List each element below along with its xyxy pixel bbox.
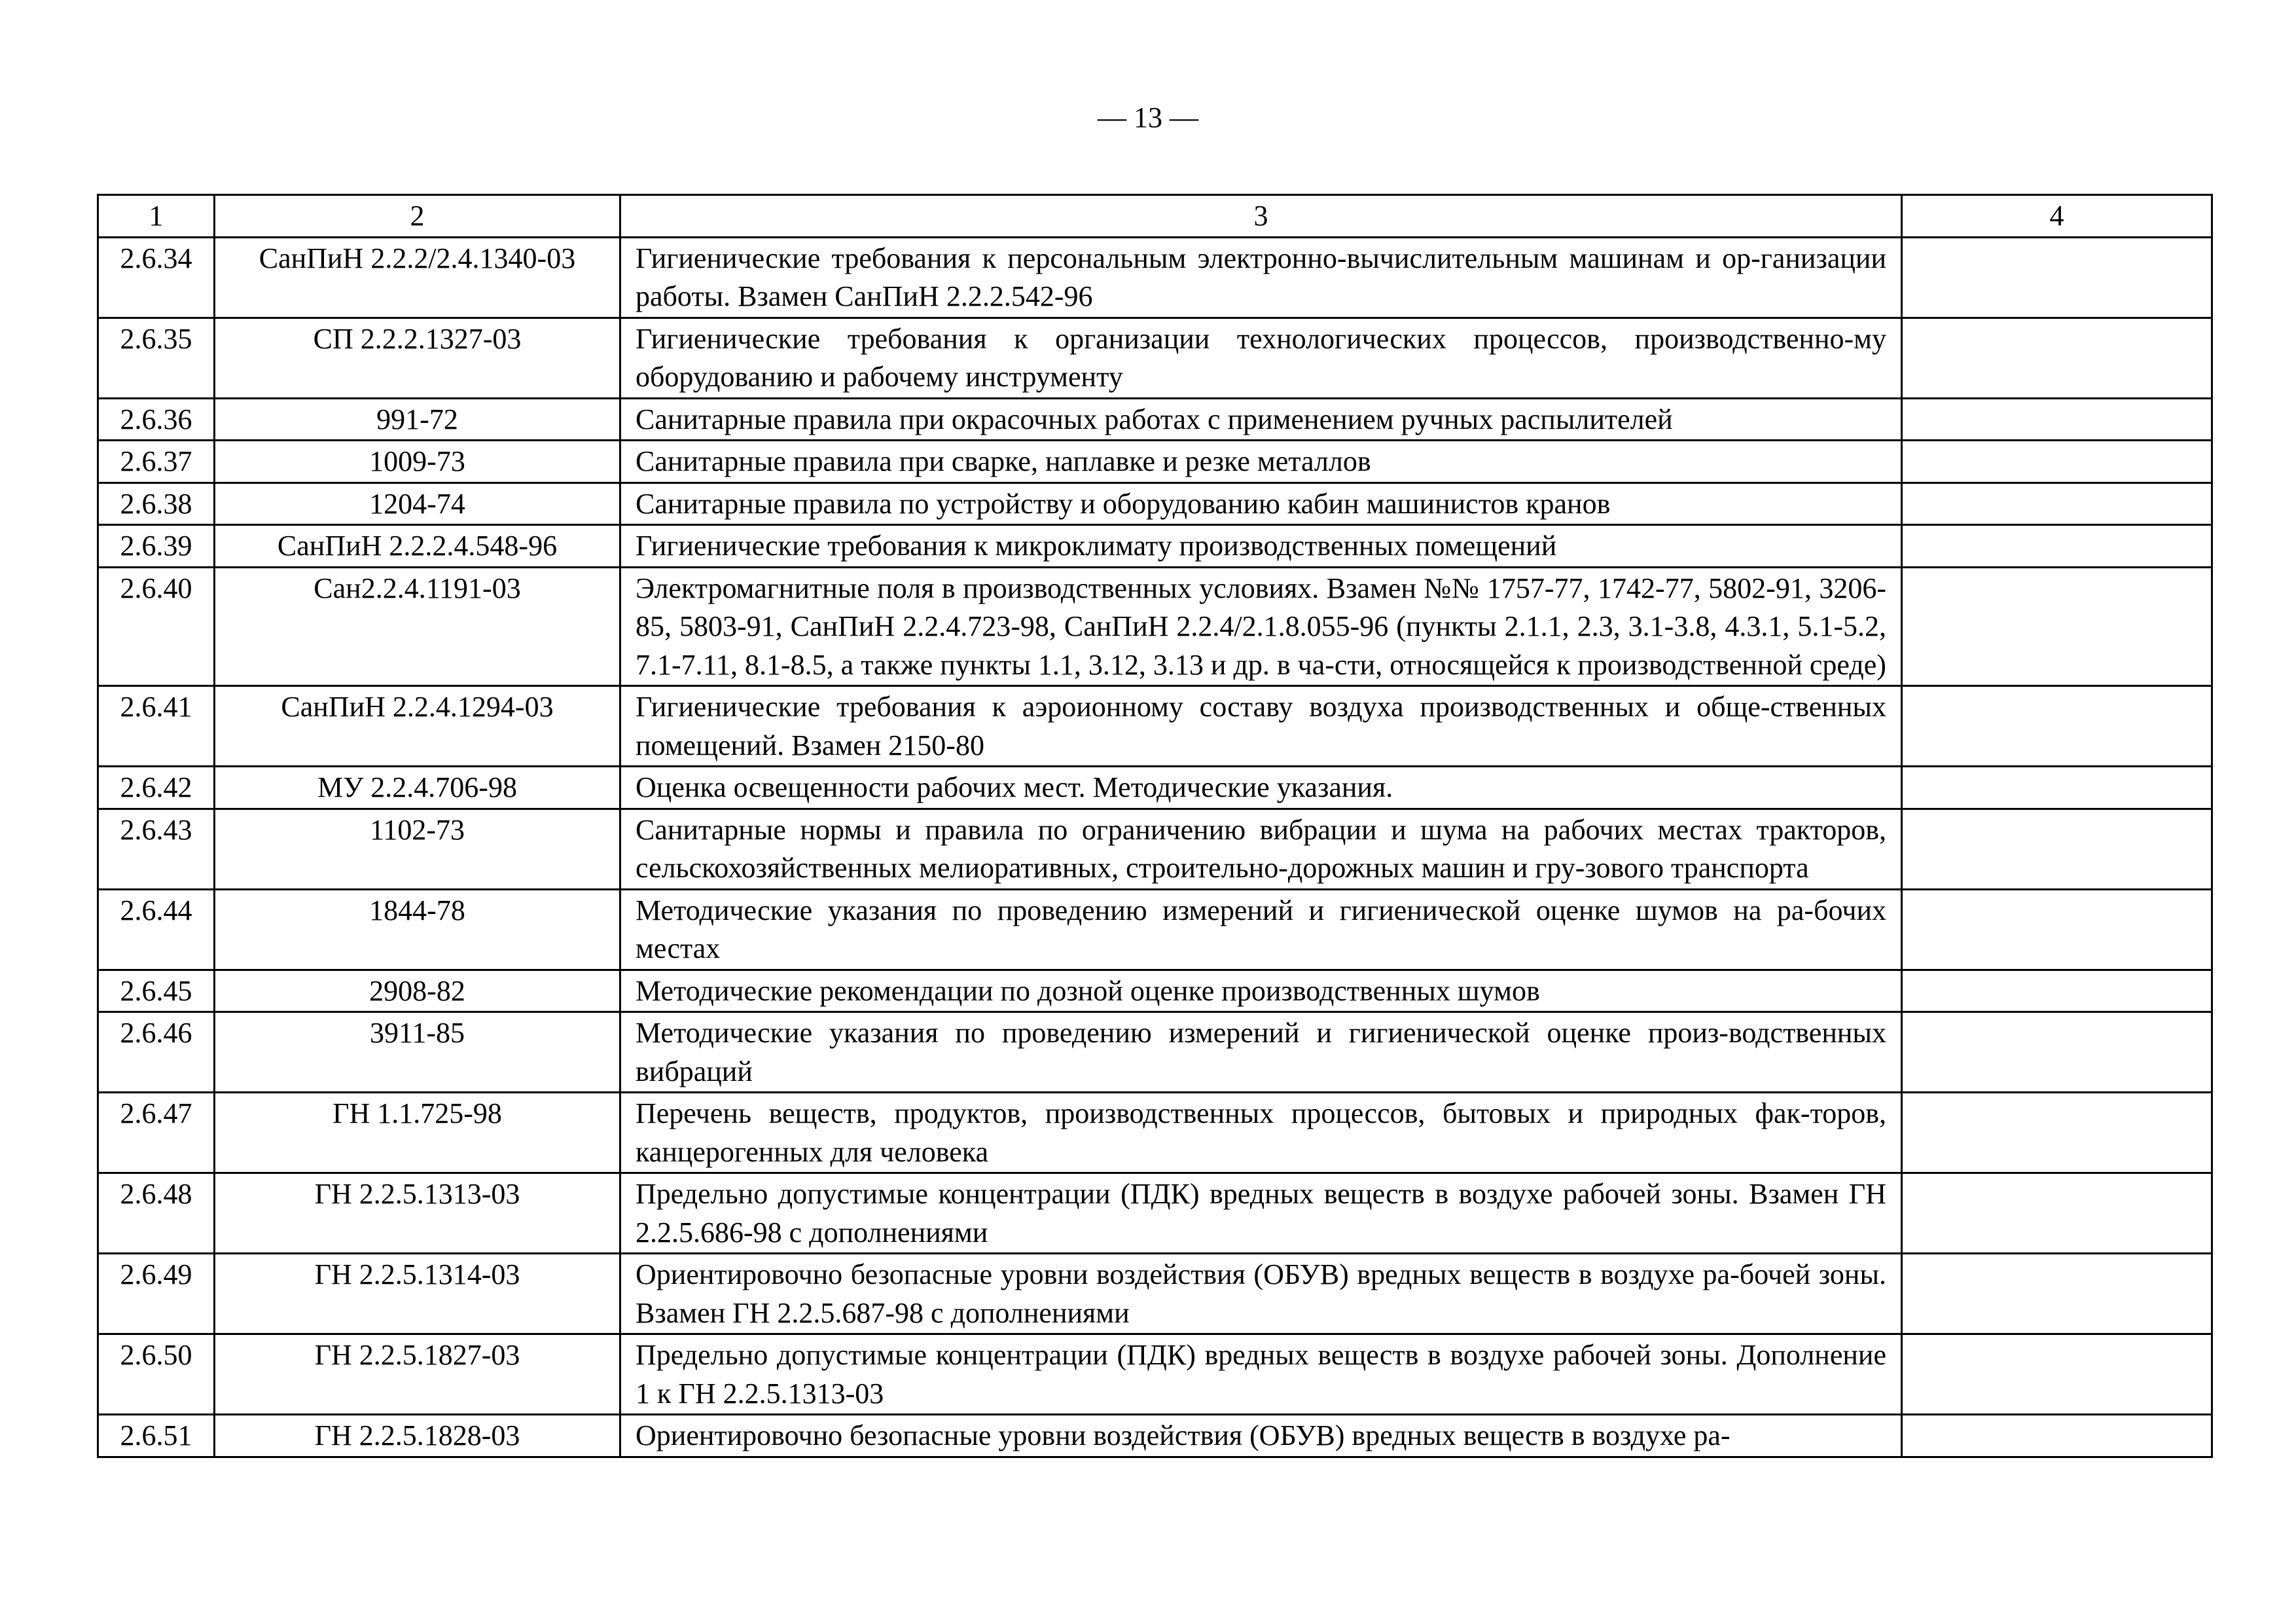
document-title-cell: Санитарные правила при сварке, наплавке и резке металлов: [620, 441, 1902, 483]
document-code-cell: 1844-78: [215, 889, 620, 970]
note-cell: [1902, 318, 2212, 398]
note-cell: [1902, 1093, 2212, 1173]
table-row: [98, 767, 2212, 809]
note-cell: [1902, 1334, 2212, 1415]
note-cell: [1902, 889, 2212, 970]
row-number-cell: 2.6.37: [98, 441, 215, 483]
document-code-cell: 1204-74: [215, 483, 620, 525]
row-number-cell: 2.6.34: [98, 237, 215, 318]
document-code-cell: 1102-73: [215, 809, 620, 889]
table-row: [98, 809, 2212, 889]
document-code-cell: СП 2.2.2.1327-03: [215, 318, 620, 398]
document-code-cell: ГН 1.1.725-98: [215, 1093, 620, 1173]
document-code-cell: МУ 2.2.4.706-98: [215, 767, 620, 809]
row-number-cell: 2.6.38: [98, 483, 215, 525]
row-number-cell: 2.6.40: [98, 567, 215, 686]
table-row: [98, 567, 2212, 686]
table-row: [98, 441, 2212, 483]
note-cell: [1902, 970, 2212, 1012]
document-title-cell: Методические указания по проведению измерений и гигиенической оценке произ-водственных вибраций: [620, 1012, 1902, 1093]
document-title-cell: Гигиенические требования к микроклимату производственных помещений: [620, 525, 1902, 568]
document-title-cell: Оценка освещенности рабочих мест. Методические указания.: [620, 767, 1902, 809]
document-code-cell: ГН 2.2.5.1313-03: [215, 1173, 620, 1254]
document-title-cell: Ориентировочно безопасные уровни воздействия (ОБУВ) вредных веществ в воздухе ра-бочей зоны. Взамен ГН 2.2.5.687-98 с дополнениями: [620, 1254, 1902, 1334]
row-number-cell: 2.6.48: [98, 1173, 215, 1254]
row-number-cell: 2.6.49: [98, 1254, 215, 1334]
note-cell: [1902, 398, 2212, 441]
table-row: [98, 889, 2212, 970]
table-row: [98, 398, 2212, 441]
document-title-cell: Гигиенические требования к персональным электронно-вычислительным машинам и ор-ганизации работы. Взамен СанПиН 2.2.2.542-96: [620, 237, 1902, 318]
row-number-cell: 2.6.50: [98, 1334, 215, 1415]
document-code-cell: ГН 2.2.5.1314-03: [215, 1254, 620, 1334]
note-cell: [1902, 686, 2212, 767]
table-row: [98, 483, 2212, 525]
column-header-3: 3: [620, 195, 1902, 238]
table-row: [98, 1415, 2212, 1457]
table-row: [98, 686, 2212, 767]
column-header-1: 1: [98, 195, 215, 238]
note-cell: [1902, 525, 2212, 568]
note-cell: [1902, 809, 2212, 889]
document-code-cell: ГН 2.2.5.1828-03: [215, 1415, 620, 1457]
note-cell: [1902, 483, 2212, 525]
row-number-cell: 2.6.43: [98, 809, 215, 889]
note-cell: [1902, 237, 2212, 318]
document-code-cell: Сан2.2.4.1191-03: [215, 567, 620, 686]
document-title-cell: Методические указания по проведению измерений и гигиенической оценке шумов на ра-бочих местах: [620, 889, 1902, 970]
document-code-cell: 1009-73: [215, 441, 620, 483]
document-code-cell: ГН 2.2.5.1827-03: [215, 1334, 620, 1415]
table-row: [98, 1173, 2212, 1254]
document-registry-table: [97, 194, 2213, 1458]
document-title-cell: Ориентировочно безопасные уровни воздействия (ОБУВ) вредных веществ в воздухе ра-: [620, 1415, 1902, 1457]
note-cell: [1902, 1254, 2212, 1334]
document-title-cell: Перечень веществ, продуктов, производственных процессов, бытовых и природных фак-торов, канцерогенных для человека: [620, 1093, 1902, 1173]
table-row: [98, 1334, 2212, 1415]
document-code-cell: 2908-82: [215, 970, 620, 1012]
note-cell: [1902, 441, 2212, 483]
row-number-cell: 2.6.45: [98, 970, 215, 1012]
document-title-cell: Предельно допустимые концентрации (ПДК) вредных веществ в воздухе рабочей зоны. Взамен ГН 2.2.5.686-98 с дополнениями: [620, 1173, 1902, 1254]
note-cell: [1902, 567, 2212, 686]
row-number-cell: 2.6.39: [98, 525, 215, 568]
table-row: [98, 1254, 2212, 1334]
document-title-cell: Гигиенические требования к аэроионному составу воздуха производственных и обще-ственных помещений. Взамен 2150-80: [620, 686, 1902, 767]
table-row: [98, 970, 2212, 1012]
document-code-cell: СанПиН 2.2.2/2.4.1340-03: [215, 237, 620, 318]
table-header-row: [98, 195, 2212, 238]
page-number: — 13 —: [1098, 101, 1198, 134]
document-code-cell: 3911-85: [215, 1012, 620, 1093]
row-number-cell: 2.6.36: [98, 398, 215, 441]
note-cell: [1902, 767, 2212, 809]
table-row: [98, 1012, 2212, 1093]
note-cell: [1902, 1173, 2212, 1254]
document-code-cell: СанПиН 2.2.4.1294-03: [215, 686, 620, 767]
table-row: [98, 1093, 2212, 1173]
row-number-cell: 2.6.41: [98, 686, 215, 767]
document-title-cell: Санитарные правила при окрасочных работах с применением ручных распылителей: [620, 398, 1902, 441]
column-header-2: 2: [215, 195, 620, 238]
table-row: [98, 318, 2212, 398]
document-title-cell: Электромагнитные поля в производственных условиях. Взамен №№ 1757-77, 1742-77, 5802-91, 3206-85, 5803-91, СанПиН 2.2.4.723-98, СанПиН 2.2.4/2.1.8.055-96 (пункты 2.1.1, 2.3, 3.1-3.8, 4.3.1, 5.1-5.2, 7.1-7.11, 8.1-8.5, а также пункты 1.1, 3.12, 3.13 и др. в ча-сти, относящейся к производственной среде): [620, 567, 1902, 686]
row-number-cell: 2.6.51: [98, 1415, 215, 1457]
document-code-cell: 991-72: [215, 398, 620, 441]
row-number-cell: 2.6.35: [98, 318, 215, 398]
table-row: [98, 237, 2212, 318]
document-title-cell: Гигиенические требования к организации технологических процессов, производственно-му оборудованию и рабочему инструменту: [620, 318, 1902, 398]
column-header-4: 4: [1902, 195, 2212, 238]
row-number-cell: 2.6.46: [98, 1012, 215, 1093]
document-title-cell: Санитарные правила по устройству и оборудованию кабин машинистов кранов: [620, 483, 1902, 525]
row-number-cell: 2.6.42: [98, 767, 215, 809]
note-cell: [1902, 1415, 2212, 1457]
document-title-cell: Предельно допустимые концентрации (ПДК) вредных веществ в воздухе рабочей зоны. Дополнение 1 к ГН 2.2.5.1313-03: [620, 1334, 1902, 1415]
document-title-cell: Методические рекомендации по дозной оценке производственных шумов: [620, 970, 1902, 1012]
table-row: [98, 525, 2212, 568]
row-number-cell: 2.6.47: [98, 1093, 215, 1173]
document-title-cell: Санитарные нормы и правила по ограничению вибрации и шума на рабочих местах тракторов, сельскохозяйственных мелиоративных, строительно-дорожных машин и гру-зового транспорта: [620, 809, 1902, 889]
note-cell: [1902, 1012, 2212, 1093]
row-number-cell: 2.6.44: [98, 889, 215, 970]
document-code-cell: СанПиН 2.2.2.4.548-96: [215, 525, 620, 568]
